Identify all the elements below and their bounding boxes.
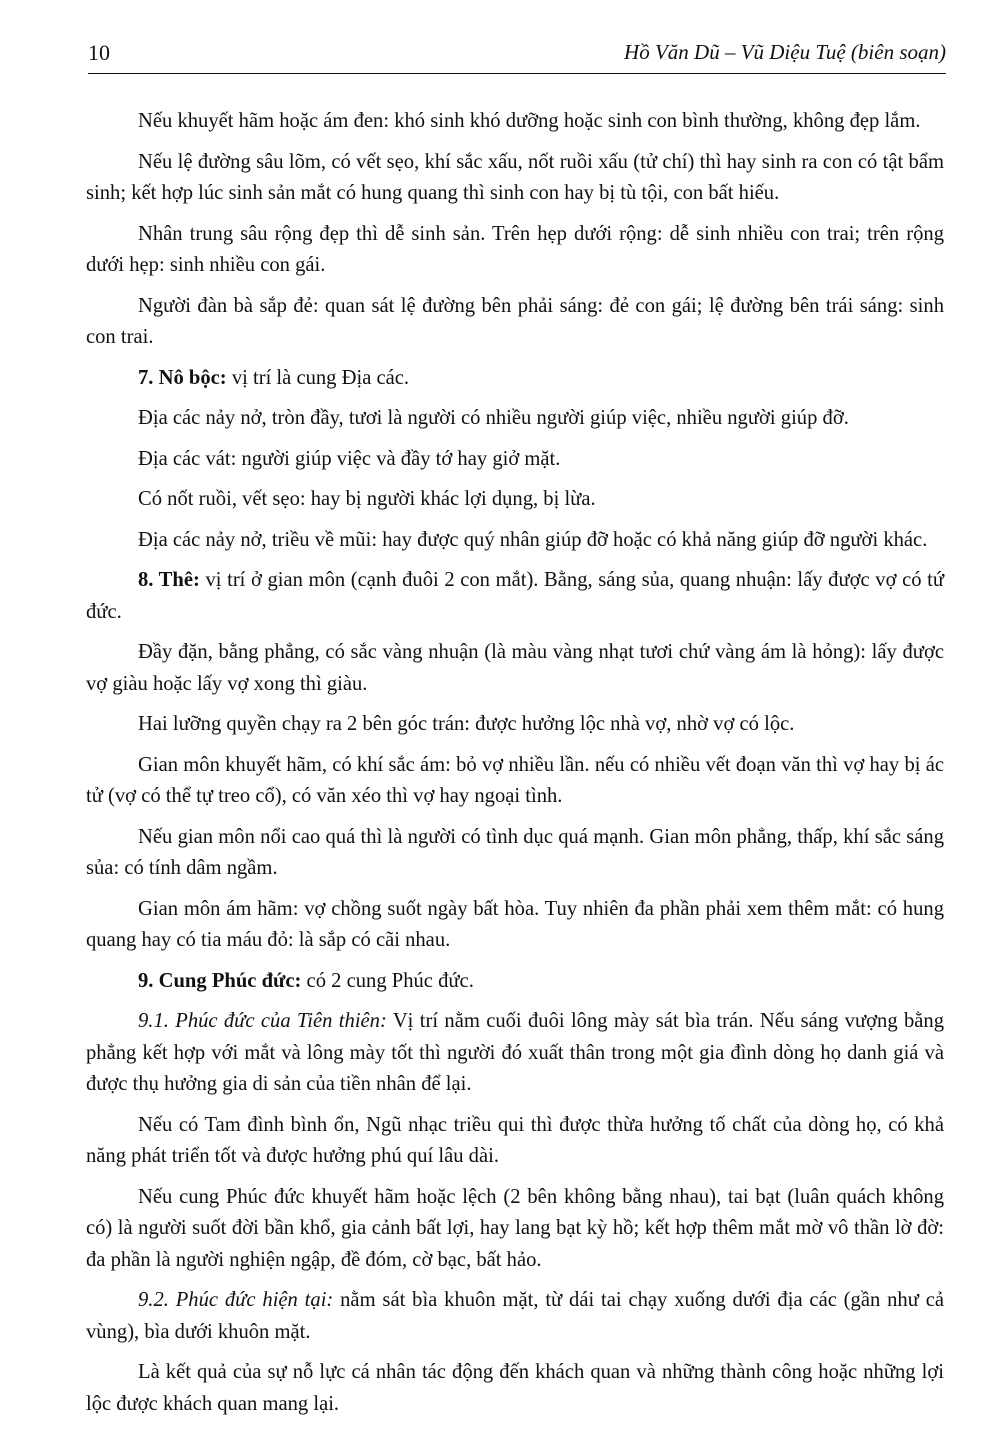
paragraph-19: Nếu cung Phúc đức khuyết hãm hoặc lệch (2 bên không bằng nhau), tai bạt (luân quách không có) là người suốt đời bần khổ, gia cảnh bất lợi, hay lang bạt kỳ hồ; kết hợp thêm mắt mờ vô thần lờ đờ: đa phần là người nghiện ngập, đề đóm, cờ bạc, bất hảo. <box>86 1185 944 1271</box>
paragraph-18: Nếu có Tam đình bình ổn, Ngũ nhạc triều qui thì được thừa hưởng tố chất của dòng họ, có khả năng phát triển tốt và được hưởng phú quí lâu dài. <box>86 1113 944 1167</box>
section-8-heading: 8. Thê: vị trí ở gian môn (cạnh đuôi 2 con mắt). Bằng, sáng sủa, quang nhuận: lấy được vợ có tứ đức. <box>86 569 944 623</box>
section-9-title: 9. Cung Phúc đức: <box>138 969 302 992</box>
page-header <box>88 40 946 70</box>
paragraph-14: Nếu gian môn nổi cao quá thì là người có tình dục quá mạnh. Gian môn phẳng, thấp, khí sắc sáng sủa: có tính dâm ngầm. <box>86 825 944 879</box>
running-head: Hồ Văn Dũ – Vũ Diệu Tuệ (biên soạn) <box>624 40 946 64</box>
section-9-1-title: 9.1. Phúc đức của Tiên thiên: <box>138 1010 387 1032</box>
paragraph-21: Là kết quả của sự nỗ lực cá nhân tác động đến khách quan và những thành công hoặc những lợi lộc được khách quan mang lại. <box>86 1361 944 1415</box>
paragraph-12: Hai lưỡng quyền chạy ra 2 bên góc trán: được hưởng lộc nhà vợ, nhờ vợ có lộc. <box>138 713 795 735</box>
header-rule <box>88 73 946 74</box>
body-text <box>86 106 944 1429</box>
paragraph-1: Nếu khuyết hãm hoặc ám đen: khó sinh khó dưỡng hoặc sinh con bình thường, không đẹp lắm. <box>138 110 921 132</box>
paragraph-7: Địa các vát: người giúp việc và đầy tớ hay giở mặt. <box>138 447 561 470</box>
section-8-title: 8. Thê: <box>138 569 200 591</box>
section-7-heading: 7. Nô bộc: vị trí là cung Địa các. <box>138 366 410 389</box>
paragraph-13: Gian môn khuyết hãm, có khí sắc ám: bỏ vợ nhiều lần. nếu có nhiều vết đoạn văn thì vợ hay bị ác tử (vợ có thể tự treo cổ), có văn xéo thì vợ hay ngoại tình. <box>86 753 944 807</box>
section-9-2-paragraph: 9.2. Phúc đức hiện tại: nằm sát bìa khuôn mặt, từ dái tai chạy xuống dưới địa các (gần như cả vùng), bìa dưới khuôn mặt. <box>86 1289 944 1343</box>
section-9-heading: 9. Cung Phúc đức: có 2 cung Phúc đức. <box>138 969 474 992</box>
paragraph-11: Đầy đặn, bằng phẳng, có sắc vàng nhuận (là màu vàng nhạt tươi chứ vàng ám là hỏng): lấy được vợ giàu hoặc lấy vợ xong thì giàu. <box>86 641 944 695</box>
paragraph-2: Nếu lệ đường sâu lõm, có vết sẹo, khí sắc xấu, nốt ruồi xấu (tử chí) thì hay sinh ra con có tật bẩm sinh; kết hợp lúc sinh sản mắt có hung quang thì sinh con hay bị tù tội, con bất hiếu. <box>86 150 944 204</box>
paragraph-15: Gian môn ám hãm: vợ chồng suốt ngày bất hòa. Tuy nhiên đa phần phải xem thêm mắt: có hung quang hay có tia máu đỏ: là sắp có cãi nhau. <box>86 897 944 951</box>
paragraph-8: Có nốt ruồi, vết sẹo: hay bị người khác lợi dụng, bị lừa. <box>138 488 596 510</box>
section-9-1-paragraph: 9.1. Phúc đức của Tiên thiên: Vị trí nằm cuối đuôi lông mày sát bìa trán. Nếu sáng vượng bằng phẳng kết hợp với mắt và lông mày tốt thì người đó xuất thân trong một gia đình dòng họ danh giá và được thụ hưởng gia di sản của tiền nhân để lại. <box>86 1010 944 1095</box>
paragraph-6: Địa các nảy nở, tròn đầy, tươi là người có nhiều người giúp việc, nhiều người giúp đỡ. <box>138 407 849 429</box>
section-9-2-title: 9.2. Phúc đức hiện tại: <box>138 1289 334 1311</box>
paragraph-3: Nhân trung sâu rộng đẹp thì dễ sinh sản. Trên hẹp dưới rộng: dễ sinh nhiều con trai; trên rộng dưới hẹp: sinh nhiều con gái. <box>86 222 944 276</box>
paragraph-4: Người đàn bà sắp đẻ: quan sát lệ đường bên phải sáng: đẻ con gái; lệ đường bên trái sáng: sinh con trai. <box>86 294 944 348</box>
page-number: 10 <box>88 40 110 65</box>
paragraph-9: Địa các nảy nở, triều về mũi: hay được quý nhân giúp đỡ hoặc có khả năng giúp đỡ người khác. <box>138 528 928 551</box>
section-7-title: 7. Nô bộc: <box>138 366 227 389</box>
